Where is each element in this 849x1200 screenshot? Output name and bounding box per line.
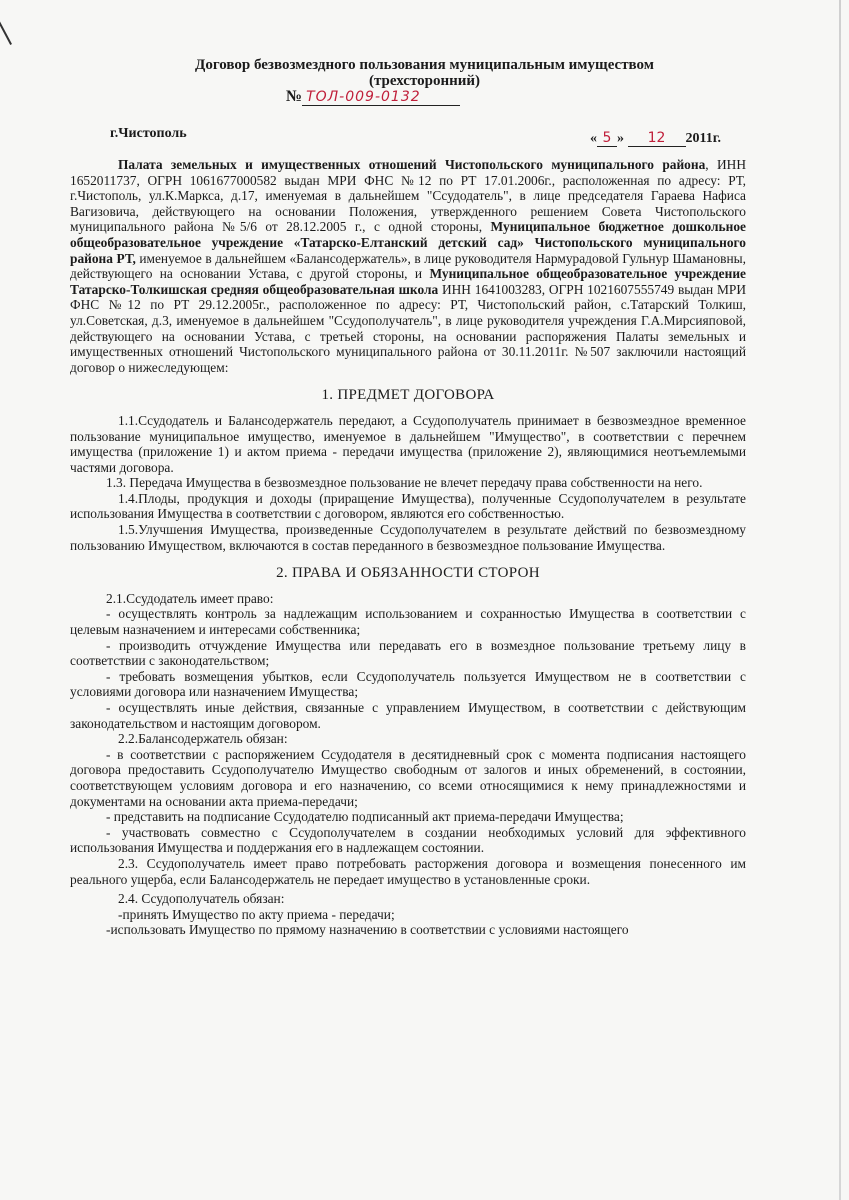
clause-2-2-a: - в соответствии с распоряжением Ссудодателя в десятидневный срок с момента подписания настоящего договора предоставить Ссудополучателю Имущество свободным от залогов и иных обременений, в состоянии, соответствующем условиям договора и его назначению, со всеми относящимися к нему принадлежностями и документами на основании акта приема-передачи;	[70, 746, 746, 809]
contract-date	[590, 130, 721, 147]
preamble-part2: именуемое в дальнейшем «Балансодержатель», в лице руководителя Нармурадовой Гульнур Шамановны, действующего на основании Устава, с другой стороны, и	[70, 250, 746, 282]
number-prefix: №	[286, 88, 303, 105]
preamble-part3: ИНН 1641003283, ОГРН 1021607555749 выдан МРИ ФНС №12 по РТ 29.12.2005г., расположенное по адресу: РТ, Чистопольский район, с.Татарский Толкиш, ул.Советская, д.3, именуемое в дальнейшем "Ссудополучатель", в лице руководителя учреждения Г.А.Мирсияповой, действующего на основании Устава, с третьей стороны, на основании распоряжения Палаты земельных и имущественных отношений Чистопольского муниципального района от 30.11.2011г. №507 заключили настоящий договор о нижеследующем:	[70, 281, 746, 375]
clause-2-2-b: - представить на подписание Ссудодателю подписанный акт приема-передачи Имущества;	[106, 809, 624, 825]
date-open-quote: «	[590, 131, 597, 146]
clause-1-5: 1.5.Улучшения Имущества, произведенные Ссудополучателем в результате действий по безвозмездному пользованию Имуществом, включаются в состав переданного в безвозмездное пользование Имущества.	[70, 522, 746, 553]
clause-2-1-a: - осуществлять контроль за надлежащим использованием и сохранностью Имущества в соответствии с целевым назначением и интересами собственника;	[70, 606, 746, 638]
clause-2-2-c: - участвовать совместно с Ссудополучателем в создании необходимых условий для эффективного использования Имущества и поддержания его в надлежащем состоянии.	[70, 824, 746, 856]
party2-name: Муниципальное бюджетное дошкольное общеобразовательное учреждение «Татарско-Елтанский детский сад» Чистопольского муниципального района РТ,	[70, 219, 746, 266]
clause-2-1-d: - осуществлять иные действия, связанные с управлением Имуществом, в соответствии с действующим законодательством и настоящим договором.	[70, 700, 746, 731]
clause-1-1: 1.1.Ссудодатель и Балансодержатель передают, а Ссудополучатель принимает в безвозмездное временное пользование муниципальное имущество, именуемое в дальнейшем "Имущество", в соответствии с перечнем имущества (приложение 1) и актом приема - передачи имущества (приложение 2), являющимися неотъемлемыми частями договора.	[70, 412, 746, 475]
clause-2-4-b: -использовать Имущество по прямому назначению в соответствии с условиями настоящего	[106, 922, 629, 938]
clause-2-1-b: - производить отчуждение Имущества или передавать его в возмездное пользование третьему лицу в соответствии с законодательством;	[70, 637, 746, 669]
section1-heading: 1. ПРЕДМЕТ ДОГОВОРА	[321, 387, 495, 404]
handwritten-number: ТОЛ-009-0132	[302, 89, 460, 106]
preamble-part1: , ИНН 1652011737, ОГРН 1061677000582 выдан МРИ ФНС №12 по РТ 17.01.2006г., расположенная по адресу: РТ, г.Чистополь, ул.К.Маркса, д.17, именуемая в дальнейшем "Ссудодатель", в лице председателя Гараева Нафиса Вагизовича, действующего на основании Положения, утвержденного решением Совета Чистопольского муниципального района №5/6 от 28.12.2005 г., с одной стороны,	[70, 157, 746, 235]
party3-name: Муниципальное общеобразовательное учреждение Татарско-Толкишская средняя общеобразовательная школа	[70, 266, 746, 297]
handwritten-day: 5	[597, 130, 617, 147]
preamble	[70, 157, 746, 375]
clause-2-1: 2.1.Ссудодатель имеет право:	[106, 590, 274, 606]
clause-2-2: 2.2.Балансодержатель обязан:	[118, 731, 288, 747]
handwritten-month: 12	[628, 130, 686, 147]
clause-1-3: 1.3. Передача Имущества в безвозмездное пользование не влечет передачу права собственности на него.	[106, 475, 703, 491]
section2-heading: 2. ПРАВА И ОБЯЗАННОСТИ СТОРОН	[276, 565, 540, 582]
party1-name: Палата земельных и имущественных отношений Чистопольского муниципального района	[118, 157, 706, 172]
clause-2-4: 2.4. Ссудополучатель обязан:	[118, 891, 285, 907]
contract-title: Договор безвозмездного пользования муниципальным имуществом	[195, 57, 654, 73]
clause-2-1-c: - требовать возмещения убытков, если Ссудополучатель пользуется Имуществом не в соответствии с условиями договора или назначением Имущества;	[70, 668, 746, 700]
contract-subtitle: (трехсторонний)	[368, 73, 481, 89]
city-label: г.Чистополь	[110, 126, 187, 141]
pen-mark	[0, 21, 12, 45]
contract-number	[286, 88, 460, 106]
clause-2-3: 2.3. Ссудополучатель имеет право потребовать расторжения договора и возмещения понесенного им реального ущерба, если Балансодержатель не передает имущество в установленные сроки.	[70, 855, 746, 887]
clause-1-4: 1.4.Плоды, продукция и доходы (приращение Имущества), полученные Ссудополучателем в результате использования Имущества в соответствии с договором, являются его собственностью.	[70, 490, 746, 522]
contract-body	[70, 157, 746, 938]
clause-2-4-a: -принять Имущество по акту приема - передачи;	[118, 906, 395, 922]
date-year: 2011г.	[685, 131, 722, 146]
scan-edge-shadow	[839, 0, 841, 1200]
date-close-quote: »	[617, 131, 624, 146]
